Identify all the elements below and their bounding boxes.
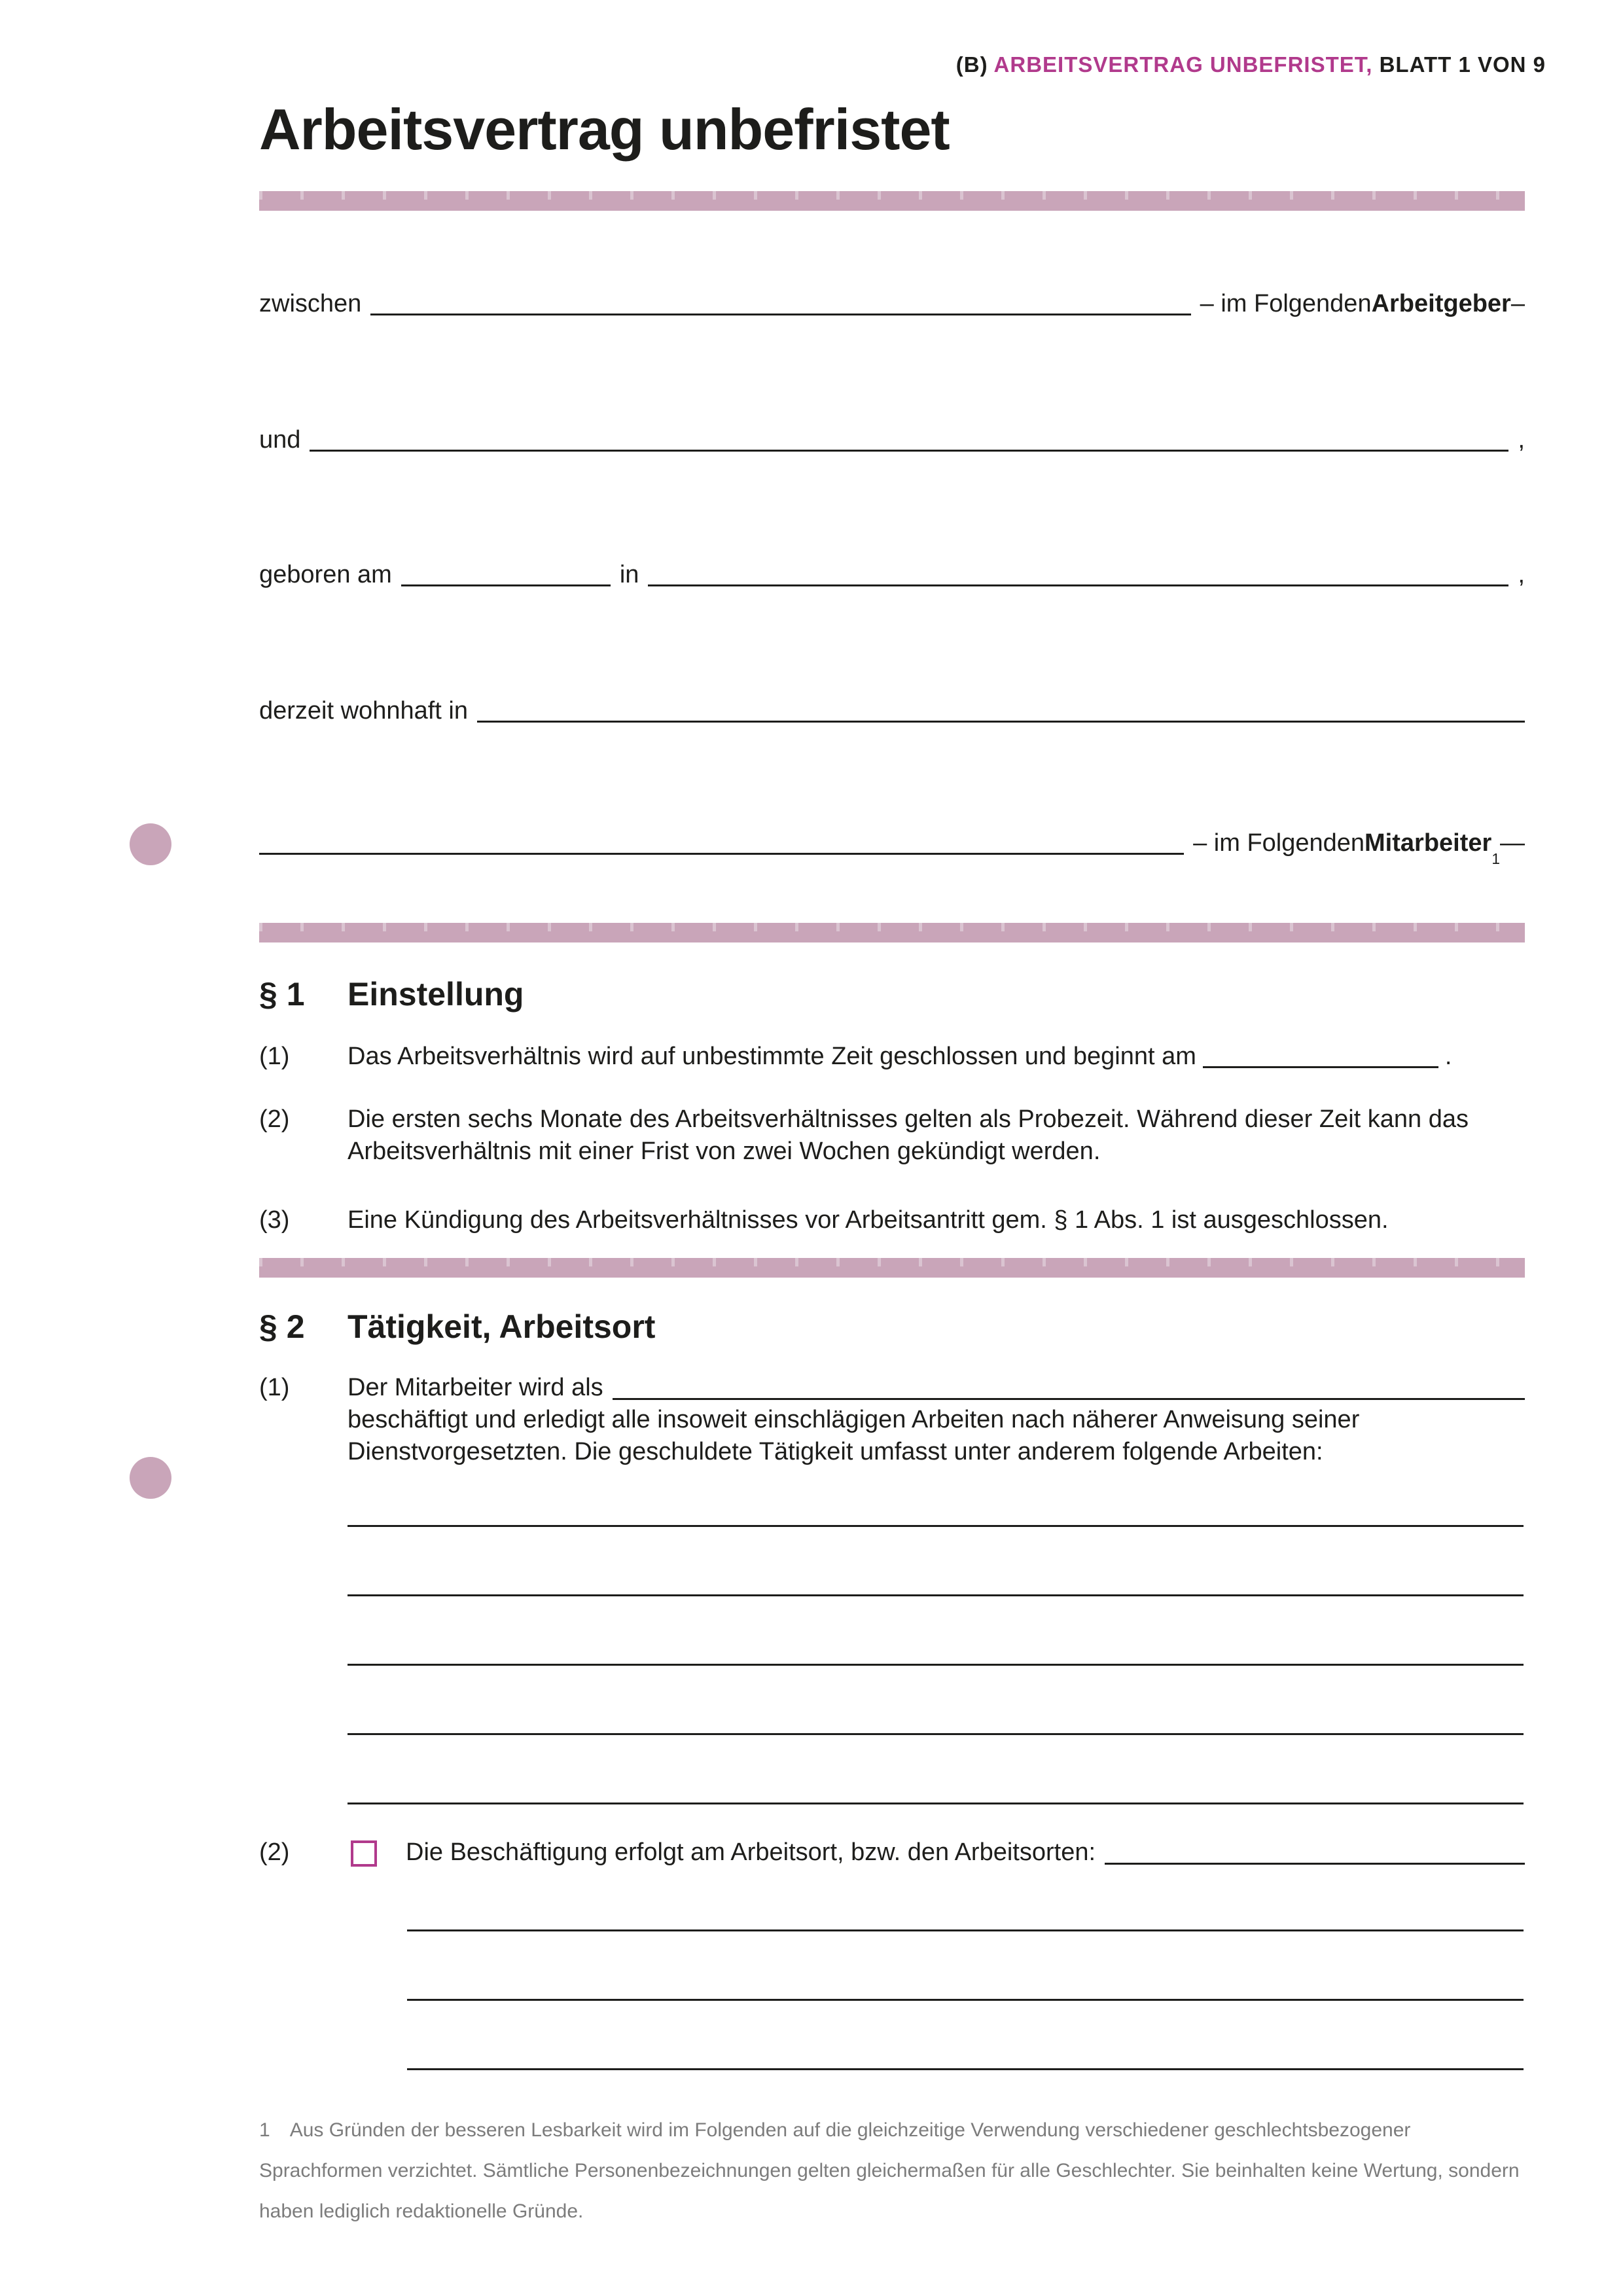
suffix-employer-pre: – im Folgenden — [1200, 290, 1372, 317]
task-fill-line[interactable] — [348, 1594, 1524, 1596]
page-header — [956, 52, 1546, 77]
period: . — [1444, 1043, 1452, 1070]
footnote-number: 1 — [259, 2119, 270, 2141]
employee-name-field[interactable] — [310, 450, 1508, 452]
header-prefix: (B) — [955, 52, 994, 77]
item-text-segment: Die Beschäftigung erfolgt am Arbeitsort, bzw. den Arbeitsorten: — [406, 1839, 1096, 1866]
item-lead-text: Der Mitarbeiter wird als — [348, 1374, 603, 1401]
section1-number: § 1 — [259, 976, 305, 1013]
comma: , — [1518, 426, 1525, 454]
header-doc-code: ARBEITSVERTRAG UNBEFRISTET, — [993, 52, 1373, 77]
section1-heading — [259, 977, 1525, 1013]
item-number: (3) — [259, 1206, 290, 1234]
section2-title: Tätigkeit, Arbeitsort — [348, 1308, 656, 1345]
section-divider-bar — [259, 1258, 1525, 1278]
page-title: Arbeitsvertrag unbefristet — [259, 97, 950, 162]
item-number: (2) — [259, 1105, 290, 1133]
label-geboren-am: geboren am — [259, 561, 392, 588]
item-text-segment: Das Arbeitsverhältnis wird auf unbestimmte Zeit geschlossen und beginnt am — [348, 1043, 1196, 1070]
section1-item3 — [259, 1204, 1525, 1236]
item-body-text: beschäftigt und erledigt alle insoweit einschlägigen Arbeiten nach näherer Anweisung seiner Dienstvorgesetzten. Die geschuldete Tätigkeit umfasst unter anderem folgende Arbeiten: — [348, 1406, 1360, 1465]
task-fill-line[interactable] — [348, 1664, 1524, 1666]
item-number: (1) — [259, 1043, 290, 1070]
label-zwischen: zwischen — [259, 290, 362, 317]
section1-item1 — [259, 1041, 1525, 1073]
section2-heading — [259, 1309, 1525, 1345]
address-field-1[interactable] — [477, 721, 1525, 723]
section-divider-bar — [259, 923, 1525, 942]
item-text: Die ersten sechs Monate des Arbeitsverhältnisses gelten als Probezeit. Während dieser Zeit kann das Arbeitsverhältnis mit einer Frist von zwei Wochen gekündigt werden. — [348, 1105, 1469, 1165]
section1-title: Einstellung — [348, 976, 524, 1013]
task-fill-line[interactable] — [348, 1525, 1524, 1527]
label-wohnhaft: derzeit wohnhaft in — [259, 697, 468, 725]
header-sheet-number: BLATT 1 VON 9 — [1372, 52, 1546, 77]
comma: , — [1518, 561, 1525, 588]
section1-item2 — [259, 1103, 1525, 1168]
line-employee-term: – im Folgenden Mitarbeiter 1 — — [259, 827, 1525, 859]
employer-name-field[interactable] — [370, 314, 1190, 315]
section2-item2 — [259, 1837, 1525, 1869]
section2-item1 — [259, 1372, 1525, 1468]
section-divider-bar — [259, 191, 1525, 211]
suffix-employee-post: — — [1500, 829, 1525, 857]
work-location-field[interactable] — [1105, 1863, 1525, 1865]
task-fill-line[interactable] — [348, 1733, 1524, 1735]
line-employer — [259, 288, 1525, 319]
punch-hole — [130, 1457, 171, 1499]
item-text — [406, 1837, 1525, 1869]
label-und: und — [259, 426, 301, 454]
footnote-text: Aus Gründen der besseren Lesbarkeit wird im Folgenden auf die gleichzeitige Verwendung verschiedener geschlechtsbezogener Sprachformen verzichtet. Sämtliche Personenbezeichnungen gelten gleichermaßen für alle Geschlechter. Sie beinhalten keine Wertung, sondern haben lediglich redaktionelle Gründe. — [259, 2119, 1520, 2222]
punch-hole — [130, 823, 171, 865]
birth-place-field[interactable] — [648, 584, 1508, 586]
line-birth — [259, 559, 1525, 590]
item-text: Eine Kündigung des Arbeitsverhältnisses vor Arbeitsantritt gem. § 1 Abs. 1 ist ausgeschlossen. — [348, 1206, 1389, 1234]
location-fill-line[interactable] — [407, 1929, 1524, 1931]
section2-number: § 2 — [259, 1308, 305, 1345]
item-text — [348, 1041, 1525, 1073]
line-address — [259, 695, 1525, 726]
suffix-employer-post: – — [1510, 290, 1525, 317]
item-number: (2) — [259, 1839, 290, 1866]
item-number: (1) — [259, 1374, 290, 1401]
address-field-2[interactable] — [259, 853, 1184, 855]
footnote — [259, 2110, 1525, 2232]
checkbox-arbeitsort[interactable] — [351, 1840, 377, 1867]
start-date-field[interactable] — [1203, 1066, 1438, 1068]
task-fill-line[interactable] — [348, 1803, 1524, 1804]
birth-date-field[interactable] — [401, 584, 611, 586]
suffix-employee-pre: – im Folgenden — [1193, 829, 1365, 857]
item-text — [348, 1372, 1525, 1468]
line-employee-name — [259, 424, 1525, 456]
job-title-field[interactable] — [613, 1398, 1525, 1400]
location-fill-line[interactable] — [407, 1999, 1524, 2001]
suffix-employer-term: Arbeitgeber — [1371, 290, 1511, 317]
label-in: in — [619, 561, 639, 588]
suffix-employee-term: Mitarbeiter — [1364, 829, 1492, 857]
location-fill-line[interactable] — [407, 2068, 1524, 2070]
